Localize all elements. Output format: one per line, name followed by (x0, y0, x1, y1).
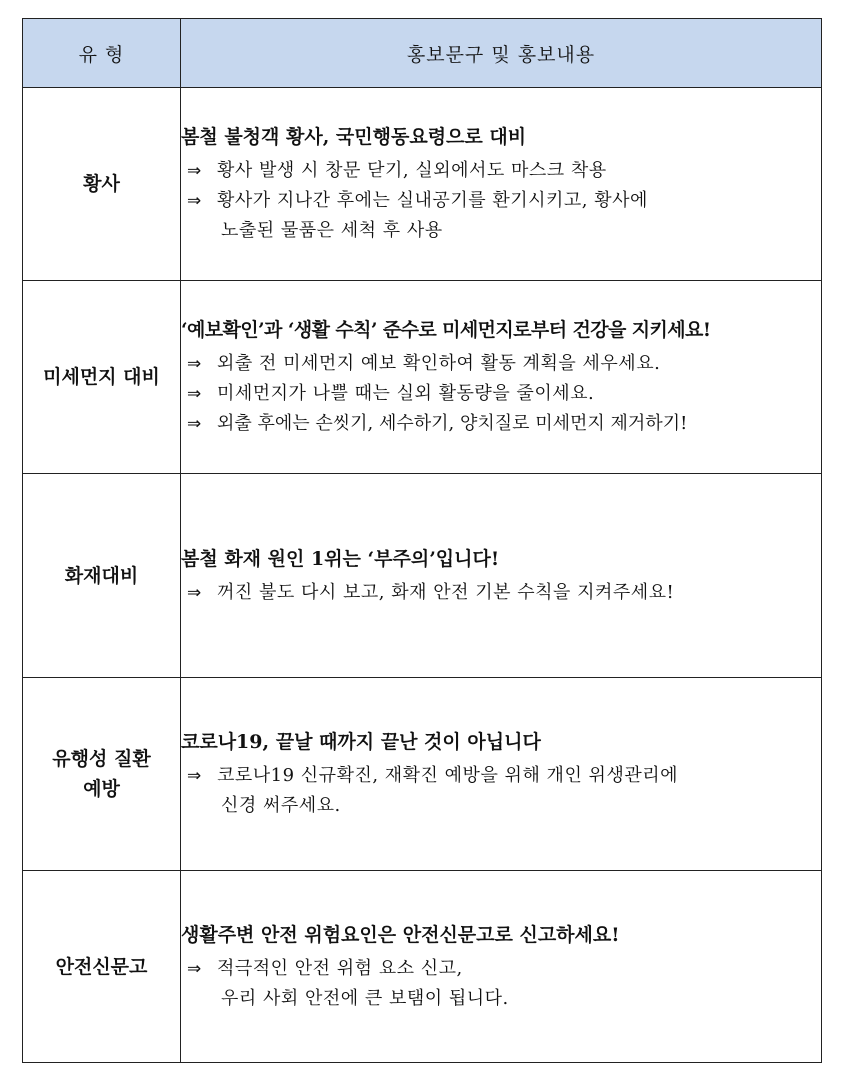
slogan: 봄철 불청객 황사, 국민행동요령으로 대비 (181, 126, 527, 148)
detail-line: ⇒ 황사가 지나간 후에는 실내공기를 환기시키고, 황사에 노출된 물품은 세척 후 사용 (181, 186, 821, 246)
content-cell (181, 678, 822, 871)
type-label-line2: 예방 (83, 778, 120, 800)
detail-line: ⇒ 적극적인 안전 위험 요소 신고, 우리 사회 안전에 큰 보탬이 됩니다. (181, 954, 821, 1014)
header-row (23, 19, 822, 88)
header-type: 유 형 (23, 19, 181, 88)
detail-line: ⇒ 외출 후에는 손씻기, 세수하기, 양치질로 미세먼지 제거하기! (181, 409, 821, 439)
arrow-icon: ⇒ (187, 354, 202, 374)
table-row (23, 88, 822, 281)
content-cell (181, 88, 822, 281)
detail-continuation: 우리 사회 안전에 큰 보탬이 됩니다. (221, 987, 509, 1009)
table-row (23, 678, 822, 871)
detail-line: ⇒ 미세먼지가 나쁠 때는 실외 활동량을 줄이세요. (181, 379, 821, 409)
arrow-icon: ⇒ (187, 958, 202, 979)
arrow-icon: ⇒ (187, 582, 202, 603)
detail-line: ⇒ 외출 전 미세먼지 예보 확인하여 활동 계획을 세우세요. (181, 349, 821, 379)
table-row (23, 474, 822, 678)
type-cell (23, 678, 181, 871)
type-label-line1: 유행성 질환 (52, 748, 151, 770)
promo-table (22, 18, 822, 1063)
slogan: 봄철 화재 원인 1위는 ‘부주의’입니다! (181, 547, 500, 570)
slogan: 생활주변 안전 위험요인은 안전신문고로 신고하세요! (181, 923, 620, 946)
detail-line: ⇒ 코로나19 신규확진, 재확진 예방을 위해 개인 위생관리에 신경 써주세요. (181, 761, 821, 821)
table-row (23, 281, 822, 474)
detail-continuation: 노출된 물품은 세척 후 사용 (221, 220, 443, 241)
detail-line: ⇒ 황사 발생 시 창문 닫기, 실외에서도 마스크 착용 (181, 156, 821, 186)
slogan: ‘예보확인’과 ‘생활 수칙’ 준수로 미세먼지로부터 건강을 지키세요! (181, 319, 711, 341)
header-content: 홍보문구 및 홍보내용 (181, 19, 822, 88)
detail-continuation: 신경 써주세요. (221, 795, 341, 816)
type-cell: 안전신문고 (23, 871, 181, 1063)
content-cell (181, 474, 822, 678)
arrow-icon: ⇒ (187, 384, 202, 404)
content-cell (181, 281, 822, 474)
arrow-icon: ⇒ (187, 766, 202, 786)
type-cell: 화재대비 (23, 474, 181, 678)
arrow-icon: ⇒ (187, 414, 202, 434)
content-cell (181, 871, 822, 1063)
arrow-icon: ⇒ (187, 191, 202, 211)
arrow-icon: ⇒ (187, 161, 202, 181)
slogan: 코로나19, 끝날 때까지 끝난 것이 아닙니다 (181, 731, 541, 753)
table-row (23, 871, 822, 1063)
detail-line: ⇒ 꺼진 불도 다시 보고, 화재 안전 기본 수칙을 지켜주세요! (181, 578, 821, 608)
type-cell: 황사 (23, 88, 181, 281)
type-cell: 미세먼지 대비 (23, 281, 181, 474)
